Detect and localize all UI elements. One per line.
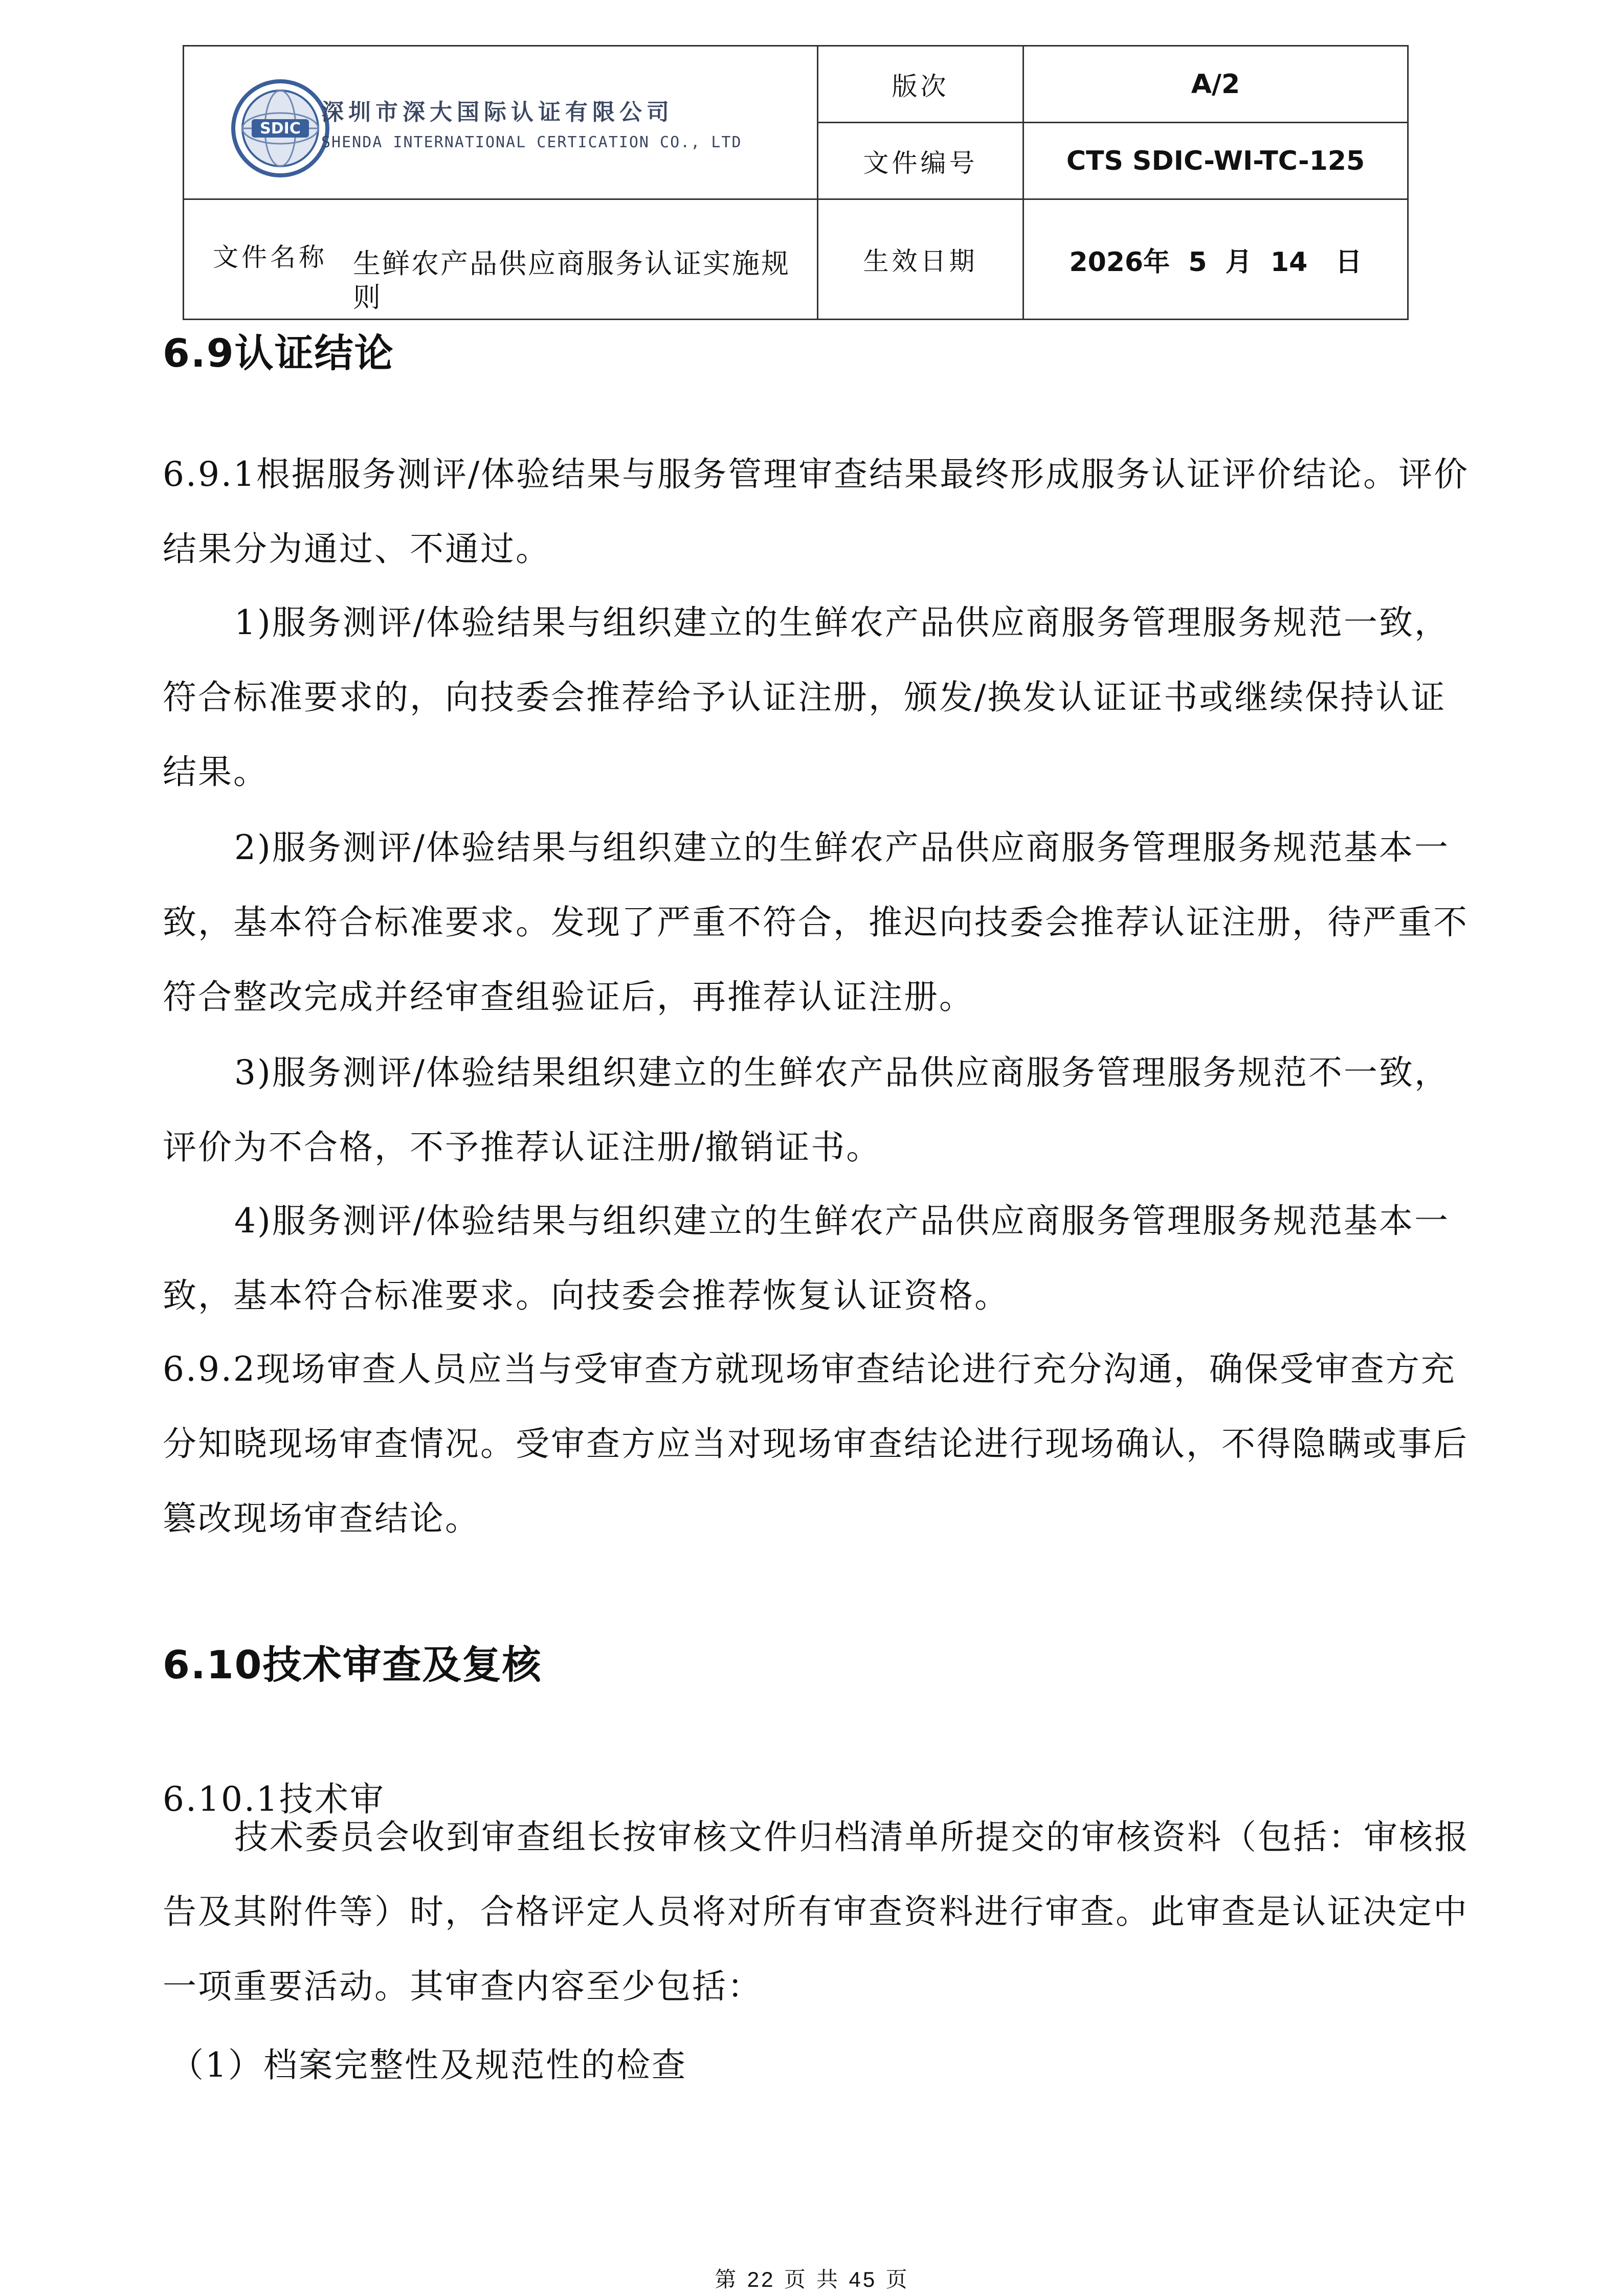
conclusion-item-3: 3)服务测评/体验结果组织建立的生鲜农产品供应商服务管理服务规范不一致，评价为不合格，不予推荐认证注册/撤销证书。 (163, 1053, 1450, 1167)
version-label: 版次 (818, 46, 1024, 123)
company-logo (184, 47, 817, 198)
page-footer (0, 2263, 1624, 2293)
sdic-globe-icon (229, 77, 331, 179)
conclusion-item-4: 4)服务测评/体验结果与组织建立的生鲜农产品供应商服务管理服务规范基本一致，基本符合标准要求。向技委会推荐恢复认证资格。 (163, 1201, 1450, 1315)
paragraph-6-9-1: 6.9.1根据服务测评/体验结果与服务管理审查结果最终形成服务认证评价结论。评价结果分为通过、不通过。 (163, 455, 1470, 569)
total-pages-number: 45 (849, 2267, 877, 2291)
paragraph-6-9-2: 6.9.2现场审查人员应当与受审查方就现场审查结论进行充分沟通，确保受审查方充分知晓现场审查情况。受审查方应当对现场审查结论进行现场确认，不得隐瞒或事后篡改现场审查结论。 (163, 1349, 1469, 1538)
footer-suffix: 页 (885, 2267, 909, 2292)
company-name-cn: 深圳市深大国际认证有限公司 (321, 99, 674, 125)
conclusion-item-2: 2)服务测评/体验结果与组织建立的生鲜农产品供应商服务管理服务规范基本一致，基本符合标准要求。发现了严重不符合，推迟向技委会推荐认证注册，待严重不符合整改完成并经审查组验证后，再推荐认证注册。 (163, 828, 1469, 1017)
logo-cell (184, 46, 818, 199)
effective-date-label: 生效日期 (818, 199, 1024, 320)
file-name-label: 文件名称 (213, 242, 327, 272)
file-name-value: 生鲜农产品供应商服务认证实施规则 (353, 247, 790, 313)
subsection-6-10-1-title: 6.10.1技术审 (163, 1780, 385, 1819)
doc-number-value: CTS SDIC-WI-TC-125 (1024, 123, 1408, 199)
review-item-1: （1）档案完整性及规范性的检查 (170, 2045, 687, 2085)
version-value: A/2 (1024, 46, 1408, 123)
document-header-table (183, 45, 1409, 320)
current-page-number: 22 (747, 2267, 775, 2291)
file-name-cell (184, 199, 818, 320)
section-6-10-heading: 6.10技术审查及复核 (163, 1642, 542, 1687)
footer-middle: 页 共 (784, 2267, 840, 2292)
logo-emblem-text: SDIC (260, 120, 301, 138)
doc-number-label: 文件编号 (818, 123, 1024, 199)
section-6-9-heading: 6.9认证结论 (163, 330, 394, 376)
paragraph-6-10-1: 技术委员会收到审查组长按审核文件归档清单所提交的审核资料（包括：审核报告及其附件等）时，合格评定人员将对所有审查资料进行审查。此审查是认证决定中一项重要活动。其审查内容至少包括： (163, 1817, 1470, 2006)
effective-date-value: 2026年 5 月 14 日 (1024, 199, 1408, 320)
company-name-en: SHENDA INTERNATIONAL CERTICATION CO., LTD (321, 133, 742, 151)
conclusion-item-1: 1)服务测评/体验结果与组织建立的生鲜农产品供应商服务管理服务规范一致，符合标准要求的，向技委会推荐给予认证注册，颁发/换发认证证书或继续保持认证结果。 (163, 603, 1450, 792)
footer-prefix: 第 (715, 2267, 739, 2292)
